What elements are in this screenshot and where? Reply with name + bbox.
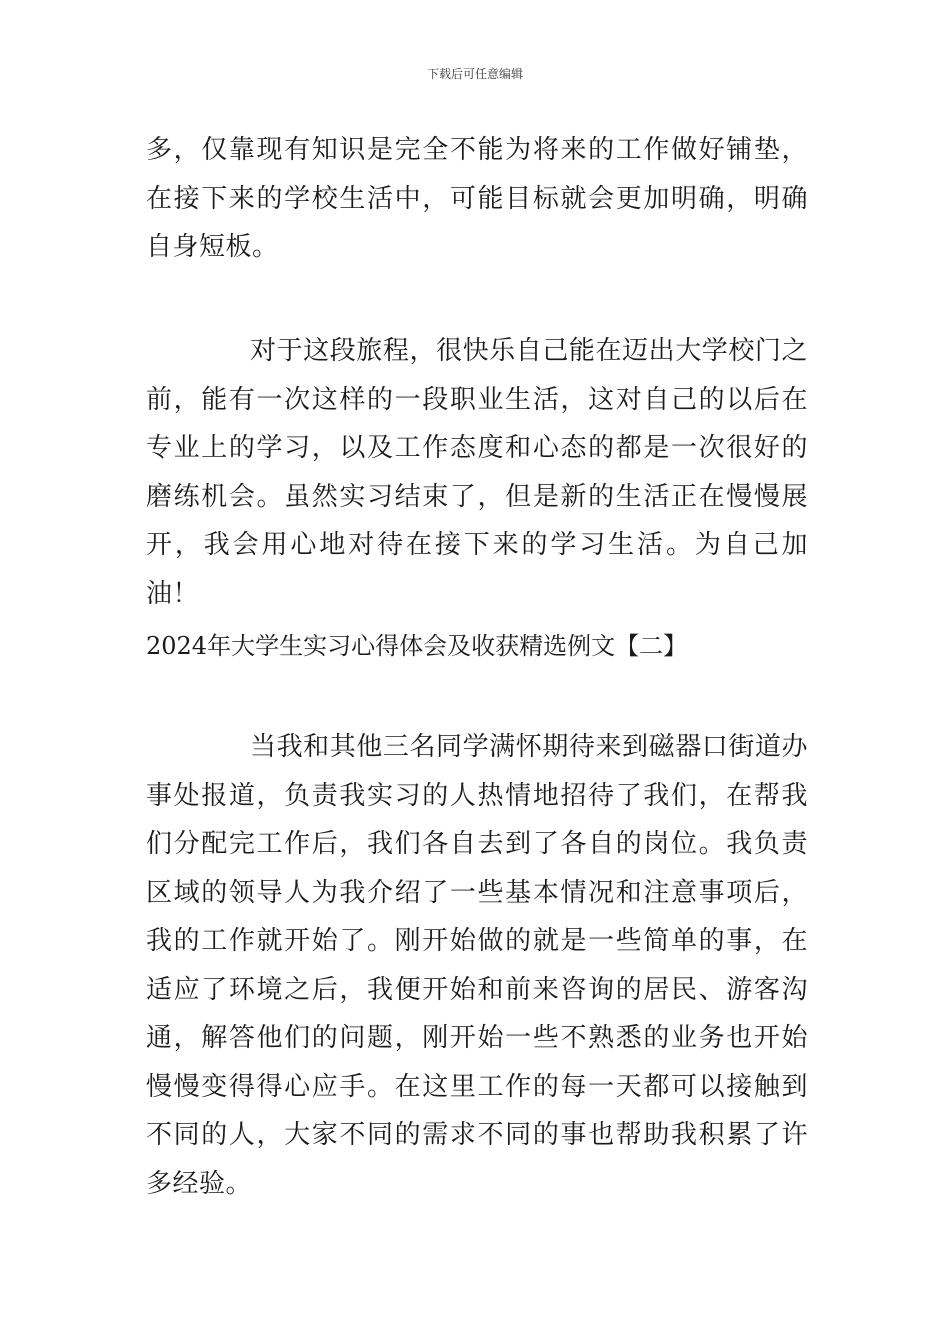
section-heading: 2024年大学生实习心得体会及收获精选例文【二】 xyxy=(146,632,688,660)
paragraph-section-two: 当我和其他三名同学满怀期待来到磁器口街道办事处报道，负责我实习的人热情地招待了我们，在帮我们分配完工作后，我们各自去到了各自的岗位。我负责区域的领导人为我介绍了一些基本情况和注意事项后，我的工作就开始了。刚开始做的就是一些简单的事，在适应了环境之后，我便开始和前来咨询的居民、游客沟通，解答他们的问题，刚开始一些不熟悉的业务也开始慢慢变得得心应手。在这里工作的每一天都可以接触到不同的人，大家不同的需求不同的事也帮助我积累了许多经验。 xyxy=(146,732,808,1199)
paragraph-conclusion: 对于这段旅程，很快乐自己能在迈出大学校门之前，能有一次这样的一段职业生活，这对自己的以后在专业上的学习，以及工作态度和心态的都是一次很好的磨练机会。虽然实习结束了，但是新的生活正在慢慢展开，我会用心地对待在接下来的学习生活。为自己加油！ xyxy=(146,336,808,609)
paragraph-continued: 多，仅靠现有知识是完全不能为将来的工作做好铺垫，在接下来的学校生活中，可能目标就会更加明确，明确自身短板。 xyxy=(146,135,808,262)
header-note: 下载后可任意编辑 xyxy=(426,67,523,81)
